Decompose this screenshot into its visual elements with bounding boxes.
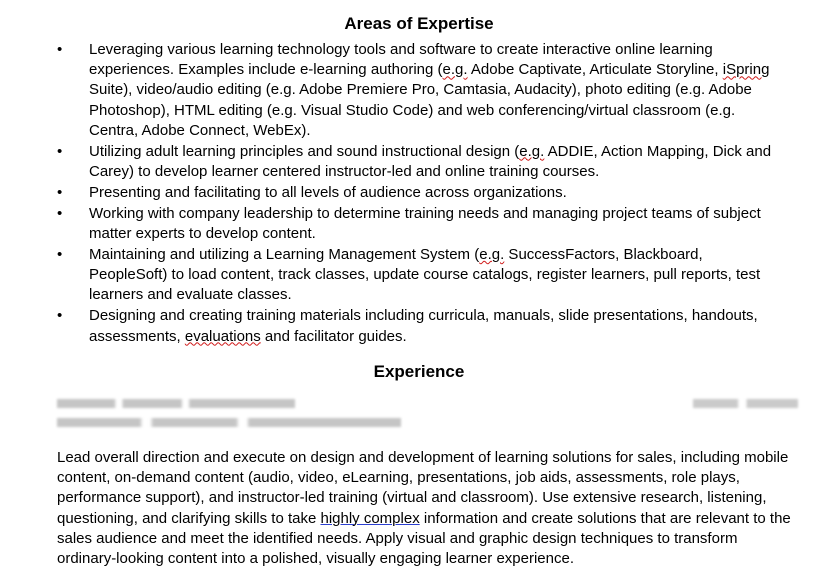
text-run: ADDIE, Action Mapping, Dick and Carey) to develop learner centered instructor-led and online training courses.: [89, 142, 772, 180]
text-run: Adobe Captivate, Articulate Storyline,: [467, 61, 723, 79]
experience-heading: Experience: [373, 361, 465, 381]
text-run: Suite), video/audio editing (e.g. Adobe Premiere Pro, Camtasia, Audacity), photo editing (e.g. Adobe Photoshop), HTML editing (e.g. Visual Studio Code) and web conferencing/virtual classroom (e.g. Centra, Adobe Connect, WebEx).: [89, 81, 752, 139]
areas-of-expertise-list: [0, 40, 838, 346]
spellcheck-underlined-text: iSpring: [722, 61, 770, 79]
text-run: Presenting and facilitating to all levels of audience across organizations.: [89, 183, 567, 201]
text-run: information and create solutions that are relevant to the sales audience and meet the identified needs. Apply visual and graphic design techniques to transform ordinary-looking content into a polished, visually engaging learner experience.: [57, 509, 791, 568]
areas-of-expertise-heading: Areas of Expertise: [344, 14, 494, 33]
spellcheck-underlined-text: e.g.: [479, 246, 505, 264]
employment-dates-redacted-text: [696, 396, 798, 413]
job-title-redacted-text: [57, 415, 798, 435]
text-run: SuccessFactors, Blackboard, PeopleSoft) to load content, track classes, update course catalogs, register learners, pull reports, test learners and evaluate classes.: [89, 246, 761, 304]
grammar-underlined-text: highly complex: [320, 509, 420, 527]
text-run: Utilizing adult learning principles and sound instructional design (: [89, 142, 520, 160]
expertise-bullet-item: [0, 306, 838, 346]
spellcheck-underlined-text: e.g.: [442, 61, 468, 79]
expertise-bullet-item: [0, 40, 838, 140]
text-run: Lead overall direction and execute on design and development of learning solutions for sales, including mobile content, on-demand content (audio, video, eLearning, presentations, job aids, assessments, role plays, performance support), and instructor-led training (virtual and classroom). Use extensive research, listening, questioning, and clarifying skills to take: [57, 448, 789, 527]
text-run: Leveraging various learning technology tools and software to create interactive online learning experiences. Examples include e-learning authoring (: [89, 41, 713, 79]
experience-entry-header: [0, 396, 838, 430]
expertise-bullet-item: [0, 204, 838, 244]
experience-description-paragraph: [0, 448, 838, 569]
text-run: Working with company leadership to determine training needs and managing project teams of subject matter experts to develop content.: [89, 205, 761, 243]
employer-redacted-text: [57, 396, 798, 416]
expertise-bullet-item: [0, 245, 838, 305]
text-run: and facilitator guides.: [260, 327, 407, 345]
expertise-bullet-item: [0, 183, 838, 203]
text-run: Designing and creating training materials including curricula, manuals, slide presentations, handouts, assessments,: [89, 307, 758, 345]
spellcheck-underlined-text: e.g.: [519, 142, 545, 160]
expertise-bullet-item: [0, 142, 838, 182]
spellcheck-underlined-text: evaluations: [184, 327, 261, 345]
text-run: Maintaining and utilizing a Learning Management System (: [89, 246, 480, 264]
